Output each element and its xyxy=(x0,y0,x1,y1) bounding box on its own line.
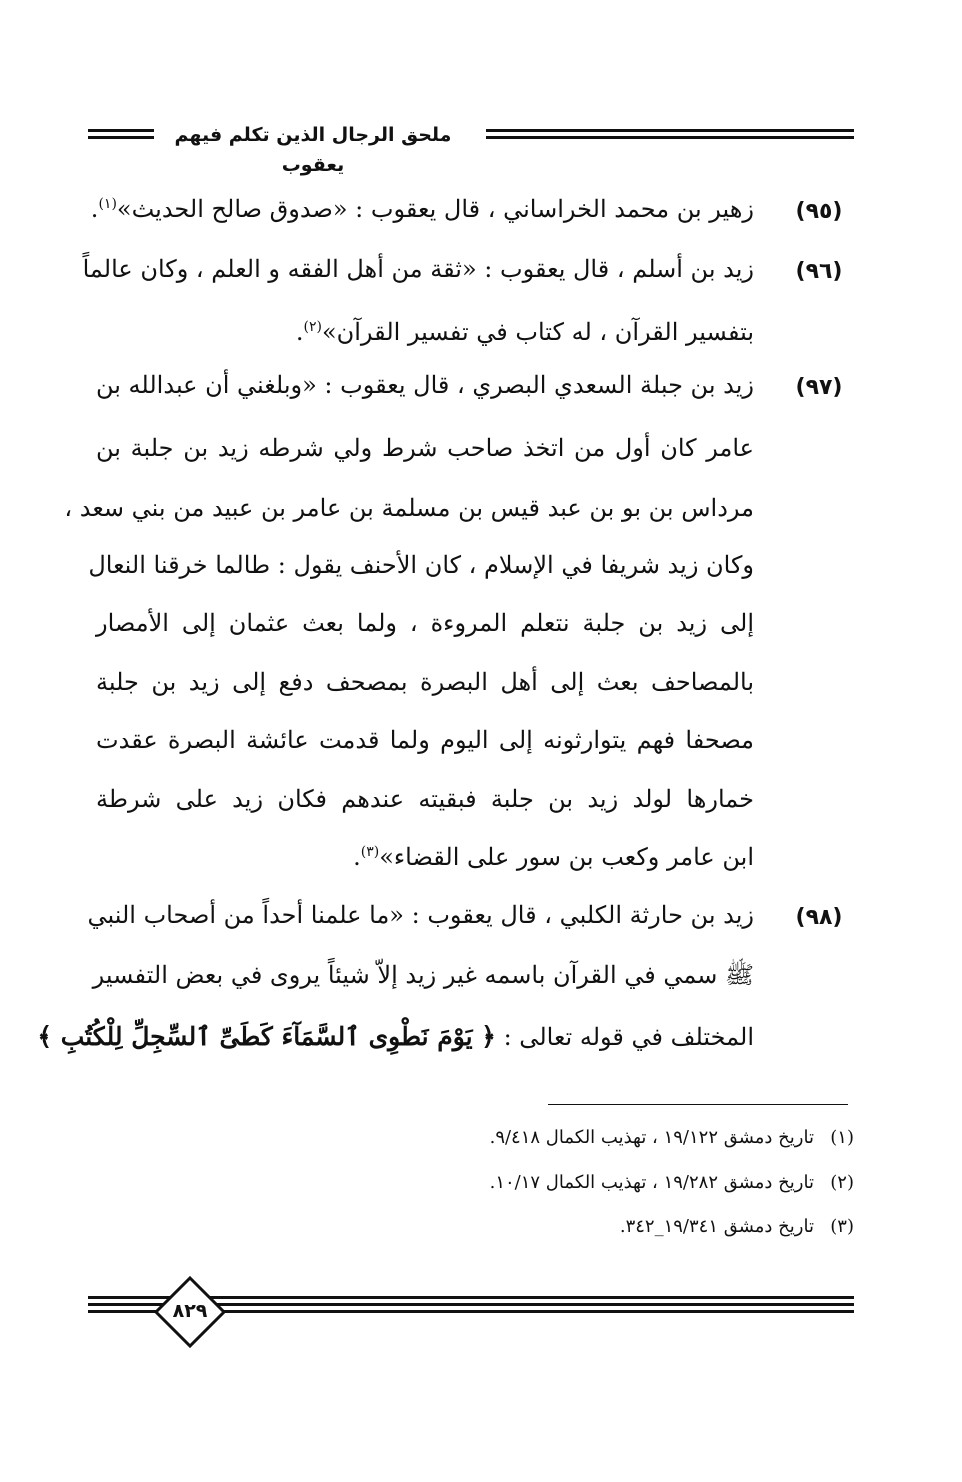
footnote xyxy=(334,1125,854,1151)
entry-line: المختلف في قوله تعالى : ﴿ يَوْمَ نَطْوِى ٱلسَّمَآءَ كَطَىِّ ٱلسِّجِلِّ لِلْكُتُبِ ﴾ xyxy=(37,1022,754,1051)
footnote-number: (٣) xyxy=(830,1216,854,1237)
entry-line: زيد بن حارثة الكلبي ، قال يعقوب : «ما علمنا أحداً من أصحاب النبي xyxy=(87,901,754,929)
entry-line: عامر كان أول من اتخذ صاحب شرط ولي شرطه زيد بن جلبة بن xyxy=(96,434,754,462)
entry-line: ﷺ سمي في القرآن باسمه غير زيد إلاّ شيئاً يروى في بعض التفسير xyxy=(92,961,754,989)
footnote-mark: (١) xyxy=(98,196,117,212)
header-rule-left xyxy=(88,129,154,143)
footnote-text: تاريخ دمشق ١٩/٣٤١_٣٤٢. xyxy=(619,1216,814,1237)
running-header xyxy=(88,124,854,176)
entry-line: زيد بن أسلم ، قال يعقوب : «ثقة من أهل الفقه و العلم ، وكان عالماً xyxy=(82,255,754,283)
footnote-text: تاريخ دمشق ١٩/١٢٢ ، تهذيب الكمال ٩/٤١٨. xyxy=(489,1127,814,1148)
footnote-number: (١) xyxy=(830,1127,854,1148)
footnote-mark: (٣) xyxy=(360,844,380,860)
entry-line: بالمصاحف بعث إلى أهل البصرة بمصحف دفع إلى زيد بن جلبة xyxy=(96,668,754,696)
footnote-number: (٢) xyxy=(830,1172,854,1193)
quran-verse: ﴿ يَوْمَ نَطْوِى ٱلسَّمَآءَ كَطَىِّ ٱلسِّجِلِّ لِلْكُتُبِ ﴾ xyxy=(37,1022,496,1051)
entry-line: خمارها لولد زيد بن جلبة فبقيته عندهم فكان زيد على شرطة xyxy=(96,785,754,813)
entry-line: بتفسير القرآن ، له كتاب في تفسير القرآن»$^{(٢)}$. xyxy=(295,318,754,346)
header-title: ملحق الرجال الذين تكلم فيهم يعقوب xyxy=(174,124,452,176)
footnote-separator xyxy=(548,1104,848,1105)
footnote-text: تاريخ دمشق ١٩/٢٨٢ ، تهذيب الكمال ١٠/١٧. xyxy=(489,1172,814,1193)
entry-line: وكان زيد شريفا في الإسلام ، كان الأحنف يقول : طالما خرقنا النعال xyxy=(88,551,754,579)
footnote xyxy=(334,1170,854,1196)
entry-number: (٩٦) xyxy=(795,259,843,284)
entry-line: إلى زيد بن جلبة نتعلم المروءة ، ولما بعث عثمان إلى الأمصار xyxy=(96,609,754,637)
entry-line: مصحفا فهم يتوارثونه إلى اليوم ولما قدمت عائشة البصرة عقدت xyxy=(96,726,754,754)
footnote-mark: (٢) xyxy=(303,319,322,335)
footnote xyxy=(334,1214,854,1240)
entry-line: ابن عامر وكعب بن سور على القضاء»$^{(٣)}$. xyxy=(353,843,754,871)
entry-number: (٩٨) xyxy=(795,905,843,930)
entry-number: (٩٧) xyxy=(795,375,843,400)
entry-line: زيد بن جبلة السعدي البصري ، قال يعقوب : «وبلغني أن عبدالله بن xyxy=(95,371,754,399)
entry-number: (٩٥) xyxy=(795,199,843,224)
entry-line: زهير بن محمد الخراساني ، قال يعقوب : «صدوق صالح الحديث»$^{(١)}$. xyxy=(90,195,754,223)
header-rule-right xyxy=(486,129,854,143)
page-number: ٨٢٩ xyxy=(172,1300,208,1322)
entry-line: مرداس بن بو بن عبد قيس بن مسلمة بن عامر بن عبيد من بني سعد ، xyxy=(64,494,754,522)
